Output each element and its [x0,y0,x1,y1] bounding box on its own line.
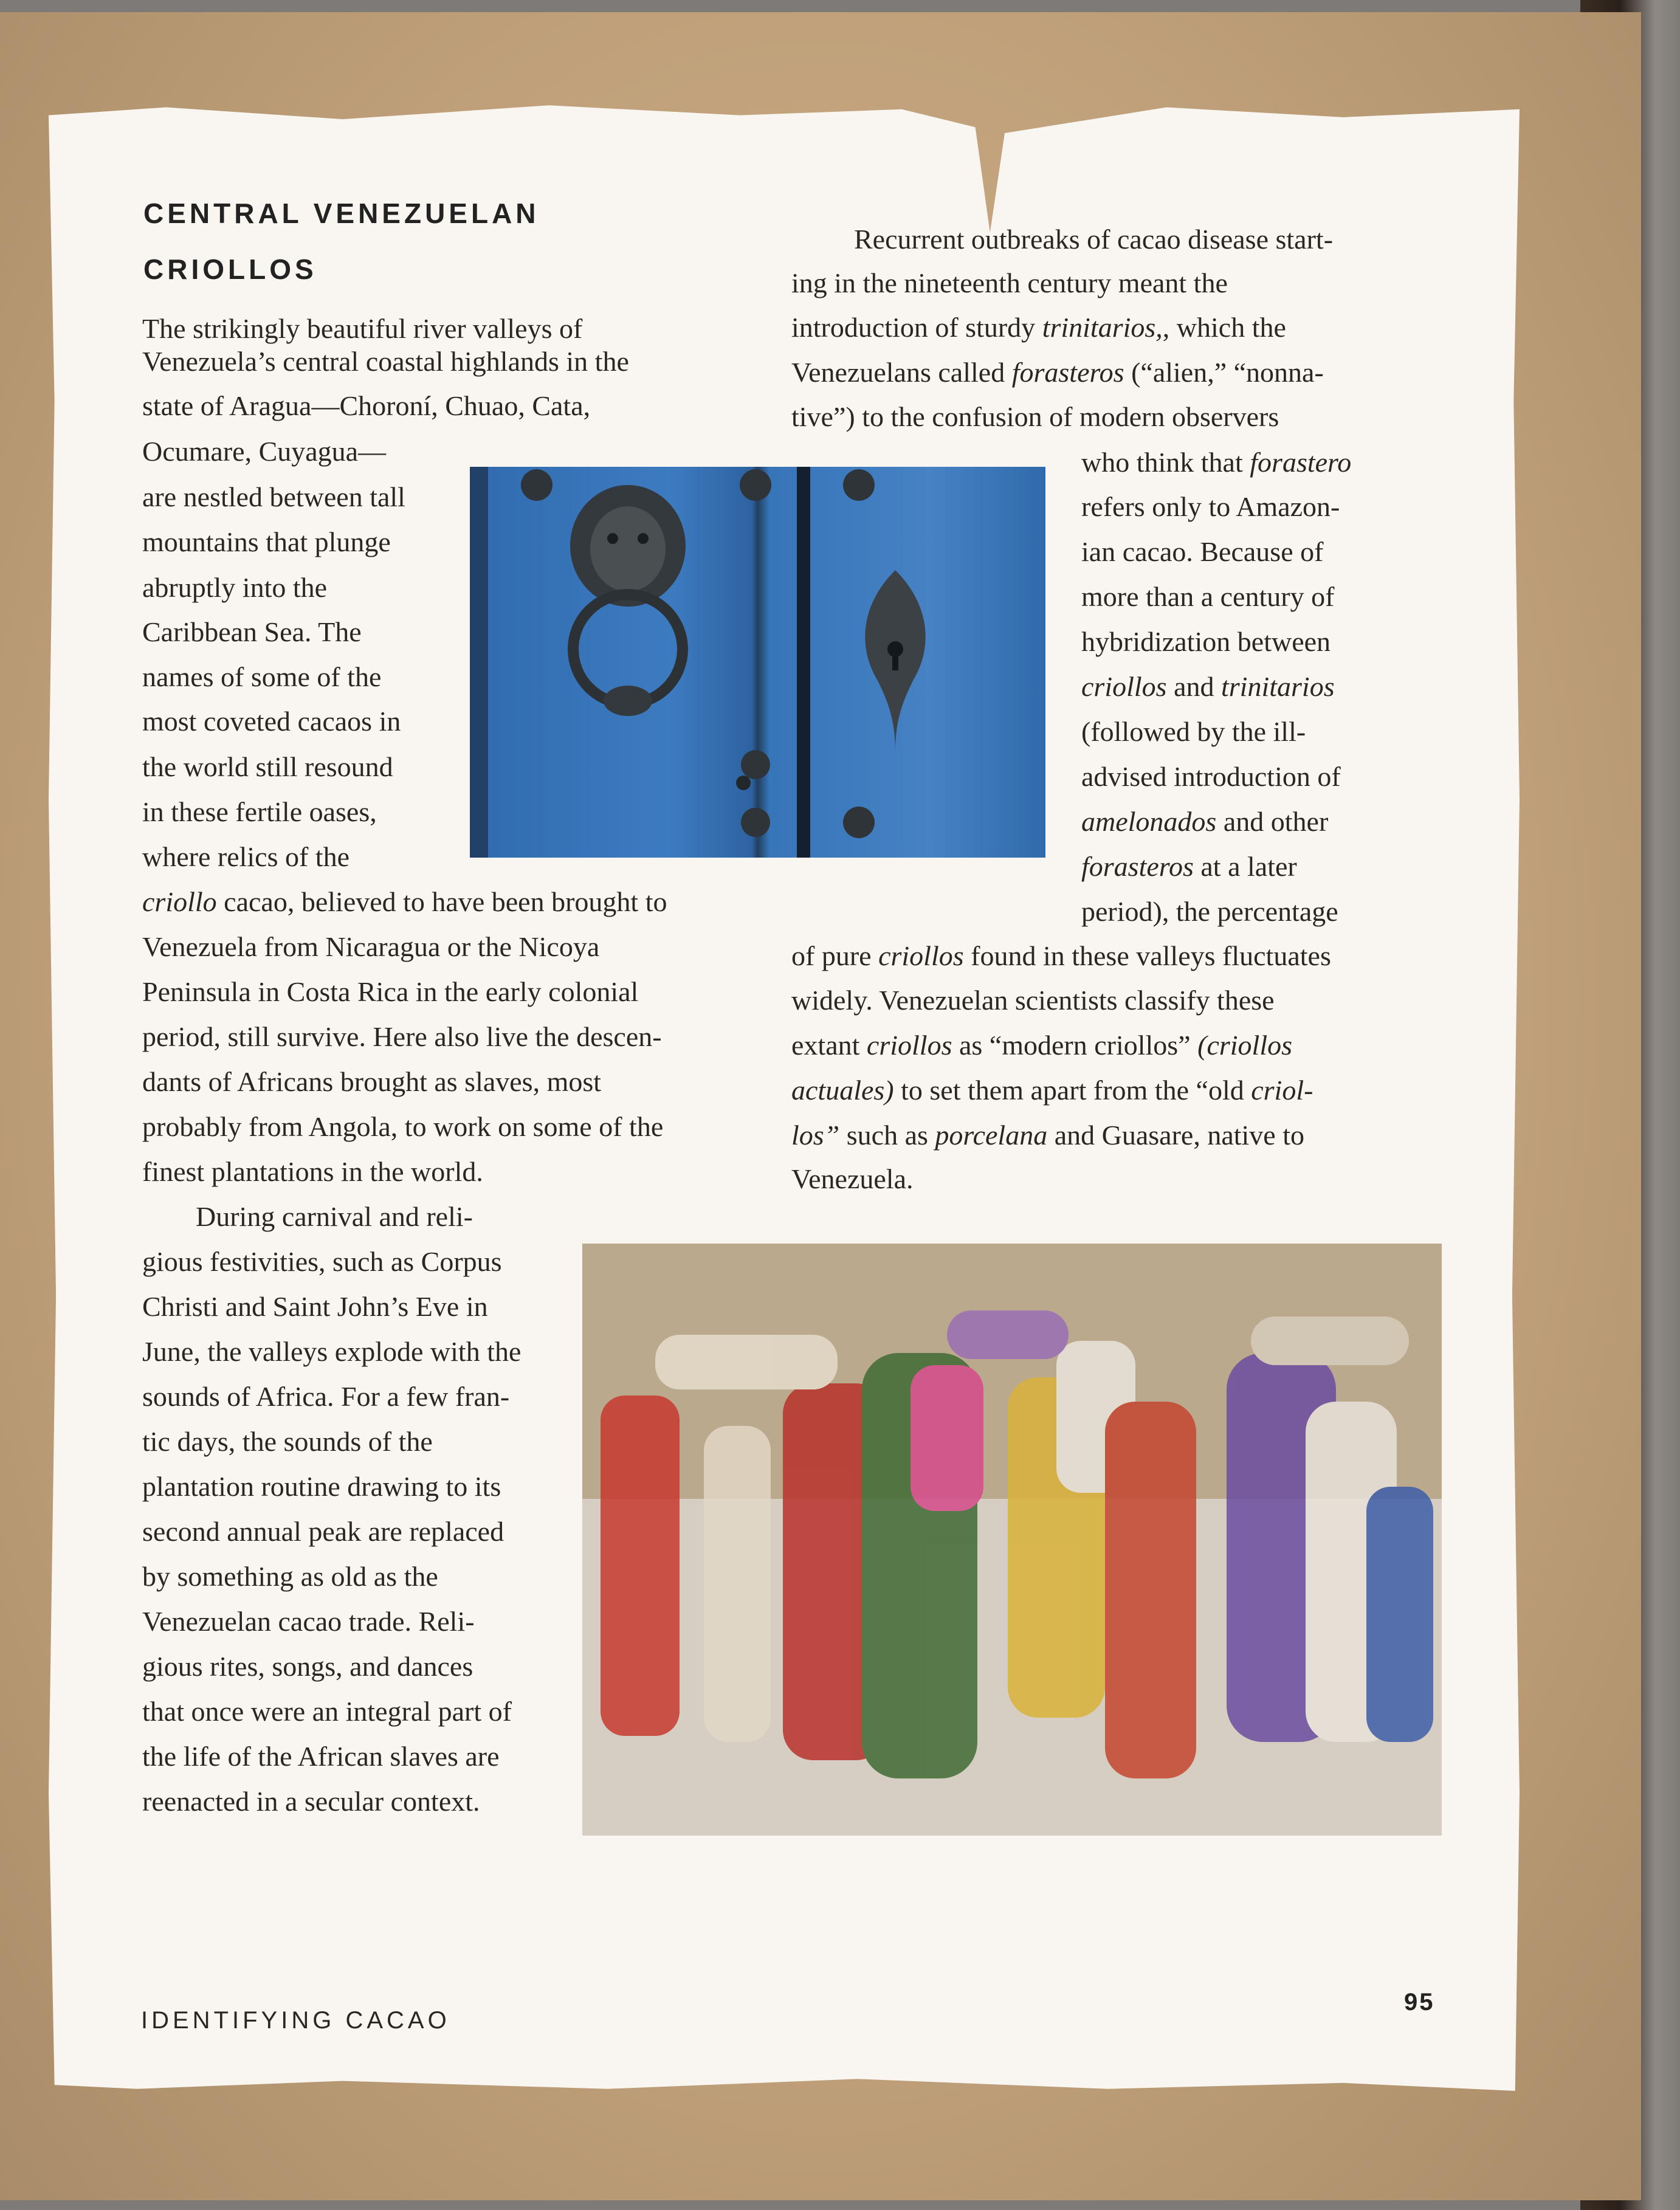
text-line: criollo cacao, believed to have been brought to [142,886,667,917]
italic-term: forasteros [1011,357,1124,388]
text-line: plantation routine drawing to its [142,1471,501,1502]
text-line: abruptly into the [142,572,328,603]
text-line: (followed by the ill- [1081,716,1306,747]
text-line: second annual peak are replaced [142,1516,504,1547]
text-line: state of Aragua—Choroní, Chuao, Cata, [142,390,591,421]
text-line: June, the valleys explode with the [142,1336,522,1367]
italic-term: criol- [1251,1075,1313,1106]
italic-term: trinitarios, [1042,312,1163,343]
carnival-dancers-illustration [582,1244,1442,1836]
text-line: hybridization between [1081,626,1331,657]
text-line: period, still survive. Here also live the descen- [142,1021,662,1052]
page-number: 95 [1404,1989,1435,2016]
text-line: gious festivities, such as Corpus [142,1246,502,1277]
text-line: reenacted in a secular context. [142,1786,480,1817]
italic-term: los” [791,1120,840,1151]
italic-term: amelonados [1081,806,1217,837]
text-line: of pure criollos found in these valleys fluctuates [791,940,1331,971]
text-line: that once were an integral part of [142,1696,512,1727]
section-heading [143,185,690,297]
text-line: finest plantations in the world. [142,1156,483,1187]
door-knocker-photo [470,467,1045,858]
text-line: period), the percentage [1081,896,1338,927]
text-line: forasteros at a later [1081,851,1297,882]
text-line: tive”) to the confusion of modern observers [791,401,1279,432]
text-line: Venezuelans called forasteros (“alien,” “nonna- [791,357,1324,388]
text-line: refers only to Amazon- [1081,491,1340,522]
text-line: who think that forastero [1081,447,1352,478]
italic-term: criollos [1081,671,1167,702]
text-line: more than a century of [1081,581,1335,612]
text-line: criollos and trinitarios [1081,671,1335,702]
text-line: The strikingly beautiful river valleys of [142,313,583,344]
text-line: where relics of the [142,841,350,872]
text-line: actuales) to set them apart from the “old criol- [791,1075,1313,1106]
text-line: gious rites, songs, and dances [142,1651,473,1682]
italic-term: actuales) [791,1075,894,1106]
text-line: Peninsula in Costa Rica in the early colonial [142,976,639,1007]
italic-term: criollos [866,1030,952,1061]
italic-term: porcelana [935,1120,1048,1151]
text-line: advised introduction of [1081,761,1341,792]
text-line: Venezuela. [791,1163,914,1194]
text-line: extant criollos as “modern criollos” (criollos [791,1030,1293,1061]
text-line: Recurrent outbreaks of cacao disease start- [854,224,1334,255]
text-line: the life of the African slaves are [142,1741,500,1772]
text-line: probably from Angola, to work on some of the [142,1111,664,1142]
running-footer: IDENTIFYING CACAO [141,2007,450,2034]
italic-term: criollos [878,940,964,971]
text-line: Venezuelan cacao trade. Reli- [142,1606,475,1637]
text-line: Ocumare, Cuyagua— [142,436,387,467]
heading-line-2: CRIOLLOS [143,253,317,285]
text-line: the world still resound [142,751,393,782]
door-knocker-illustration [470,467,1045,858]
text-line: tic days, the sounds of the [142,1426,433,1457]
text-line: Caribbean Sea. The [142,616,362,647]
text-line: names of some of the [142,661,382,692]
text-line: los” such as porcelana and Guasare, native to [791,1120,1305,1151]
italic-term: criollo [142,886,217,917]
heading-line-1: CENTRAL VENEZUELAN [143,198,540,229]
text-line: are nestled between tall [142,481,405,512]
text-line: most coveted cacaos in [142,706,401,737]
text-line: ing in the nineteenth century meant the [791,267,1228,298]
text-line: in these fertile oases, [142,796,377,827]
italic-term: forastero [1250,447,1352,478]
italic-term: forasteros [1081,851,1194,882]
text-line: During carnival and reli- [196,1201,473,1232]
italic-term: (criollos [1197,1030,1293,1061]
text-line: amelonados and other [1081,806,1329,837]
italic-term: trinitarios [1220,671,1335,702]
text-line: introduction of sturdy trinitarios,, which the [791,312,1286,343]
text-line: ian cacao. Because of [1081,536,1324,567]
text-line: sounds of Africa. For a few fran- [142,1381,510,1412]
carnival-dancers-photo [582,1244,1442,1836]
text-line: Venezuela from Nicaragua or the Nicoya [142,931,600,962]
text-line: dants of Africans brought as slaves, most [142,1066,602,1097]
text-line: Venezuela’s central coastal highlands in the [142,346,629,377]
text-line: Christi and Saint John’s Eve in [142,1291,488,1322]
text-line: by something as old as the [142,1561,438,1592]
text-line: widely. Venezuelan scientists classify these [791,985,1275,1016]
text-line: mountains that plunge [142,526,391,557]
